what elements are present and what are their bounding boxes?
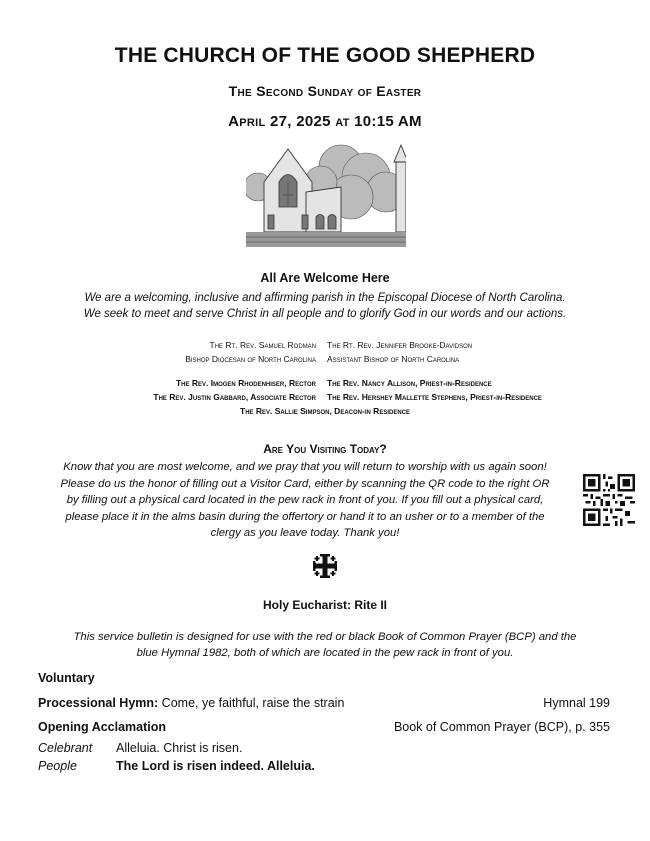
processional-title: Come, ye faithful, raise the strain: [161, 696, 345, 710]
visiting-line-1: Know that you are most welcome, and we pray that you will return to worship with us again soon!: [63, 461, 547, 473]
assistant-bishop: [327, 338, 567, 366]
church-illustration-icon: [246, 137, 406, 247]
bishop1-name: The Rt. Rev. Samuel Rodman: [209, 340, 316, 350]
visiting-heading: Are You Visiting Today?: [263, 442, 387, 456]
acclamation-label: Opening Acclamation: [38, 720, 167, 734]
priest-in-residence-2: The Rev. Hershey Mallette Stephens, Priest-in-Residence: [327, 392, 542, 402]
rector: The Rev. Imogen Rhodenhiser, Rector: [175, 378, 316, 388]
people-row: [38, 759, 610, 773]
associate-rector: The Rev. Justin Gabbard, Associate Rector: [153, 392, 316, 402]
clergy-right: [327, 376, 607, 404]
priest-in-residence-1: The Rev. Nancy Allison, Priest-in-Residence: [327, 378, 492, 388]
deacon: The Rev. Sallie Simpson, Deacon-in Residence: [240, 406, 410, 416]
welcome-heading: All Are Welcome Here: [260, 271, 390, 285]
processional-row: [38, 696, 610, 710]
processional-ref: Hymnal 199: [543, 696, 610, 710]
service-date: April 27, 2025 at 10:15 AM: [228, 113, 422, 130]
acclamation-ref: Book of Common Prayer (BCP), p. 355: [393, 720, 610, 734]
bcp-note: [0, 629, 650, 661]
bishop2-title: Assistant Bishop of North Carolina: [327, 354, 460, 364]
visiting-text: [30, 459, 580, 542]
celebrant-text: Alleluia. Christ is risen.: [116, 741, 243, 755]
bcp-note-line-2: blue Hymnal 1982, both of which are located in the pew rack in front of you.: [136, 647, 514, 659]
church-name: THE CHURCH OF THE GOOD SHEPHERD: [114, 44, 536, 67]
jerusalem-cross-icon: [311, 552, 339, 580]
bishop1-title: Bishop Diocesan of North Carolina: [185, 354, 316, 364]
voluntary-label: Voluntary: [38, 671, 95, 685]
welcome-line-2: We seek to meet and serve Christ in all people and to glorify God in our words and our actions.: [83, 308, 567, 320]
visiting-line-5: clergy as you leave today. Thank you!: [210, 527, 400, 539]
service-heading: Holy Eucharist: Rite II: [262, 598, 388, 612]
visiting-line-2: Please do us the honor of filling out a Visitor Card, either by scanning the QR code to the right OR: [60, 477, 550, 490]
visiting-line-4: please place it in the alms basin during the offertory or hand it to an usher or to a member of the: [65, 510, 545, 523]
bishop2-name: The Rt. Rev. Jennifer Brooke-Davidson: [327, 340, 473, 350]
people-text: The Lord is risen indeed. Alleluia.: [116, 759, 315, 773]
people-role: People: [38, 759, 77, 773]
visiting-line-3: by filling out a physical card located in the pew rack in front of you. If you fill out a physical card,: [66, 494, 544, 506]
celebrant-role: Celebrant: [38, 741, 93, 755]
bishop-diocesan: [90, 338, 316, 366]
acclamation-row: [38, 720, 610, 734]
bcp-note-line-1: This service bulletin is designed for use with the red or black Book of Common Prayer (BCP) and the: [73, 631, 577, 643]
celebrant-row: [38, 741, 610, 755]
welcome-line-1: We are a welcoming, inclusive and affirming parish in the Episcopal Diocese of North Carolina.: [84, 292, 566, 304]
welcome-text: [0, 290, 650, 322]
processional-label: Processional Hymn:: [38, 696, 159, 710]
qr-code-icon[interactable]: [583, 474, 635, 526]
service-subtitle: The Second Sunday of Easter: [228, 83, 422, 99]
clergy-left: [60, 376, 316, 404]
